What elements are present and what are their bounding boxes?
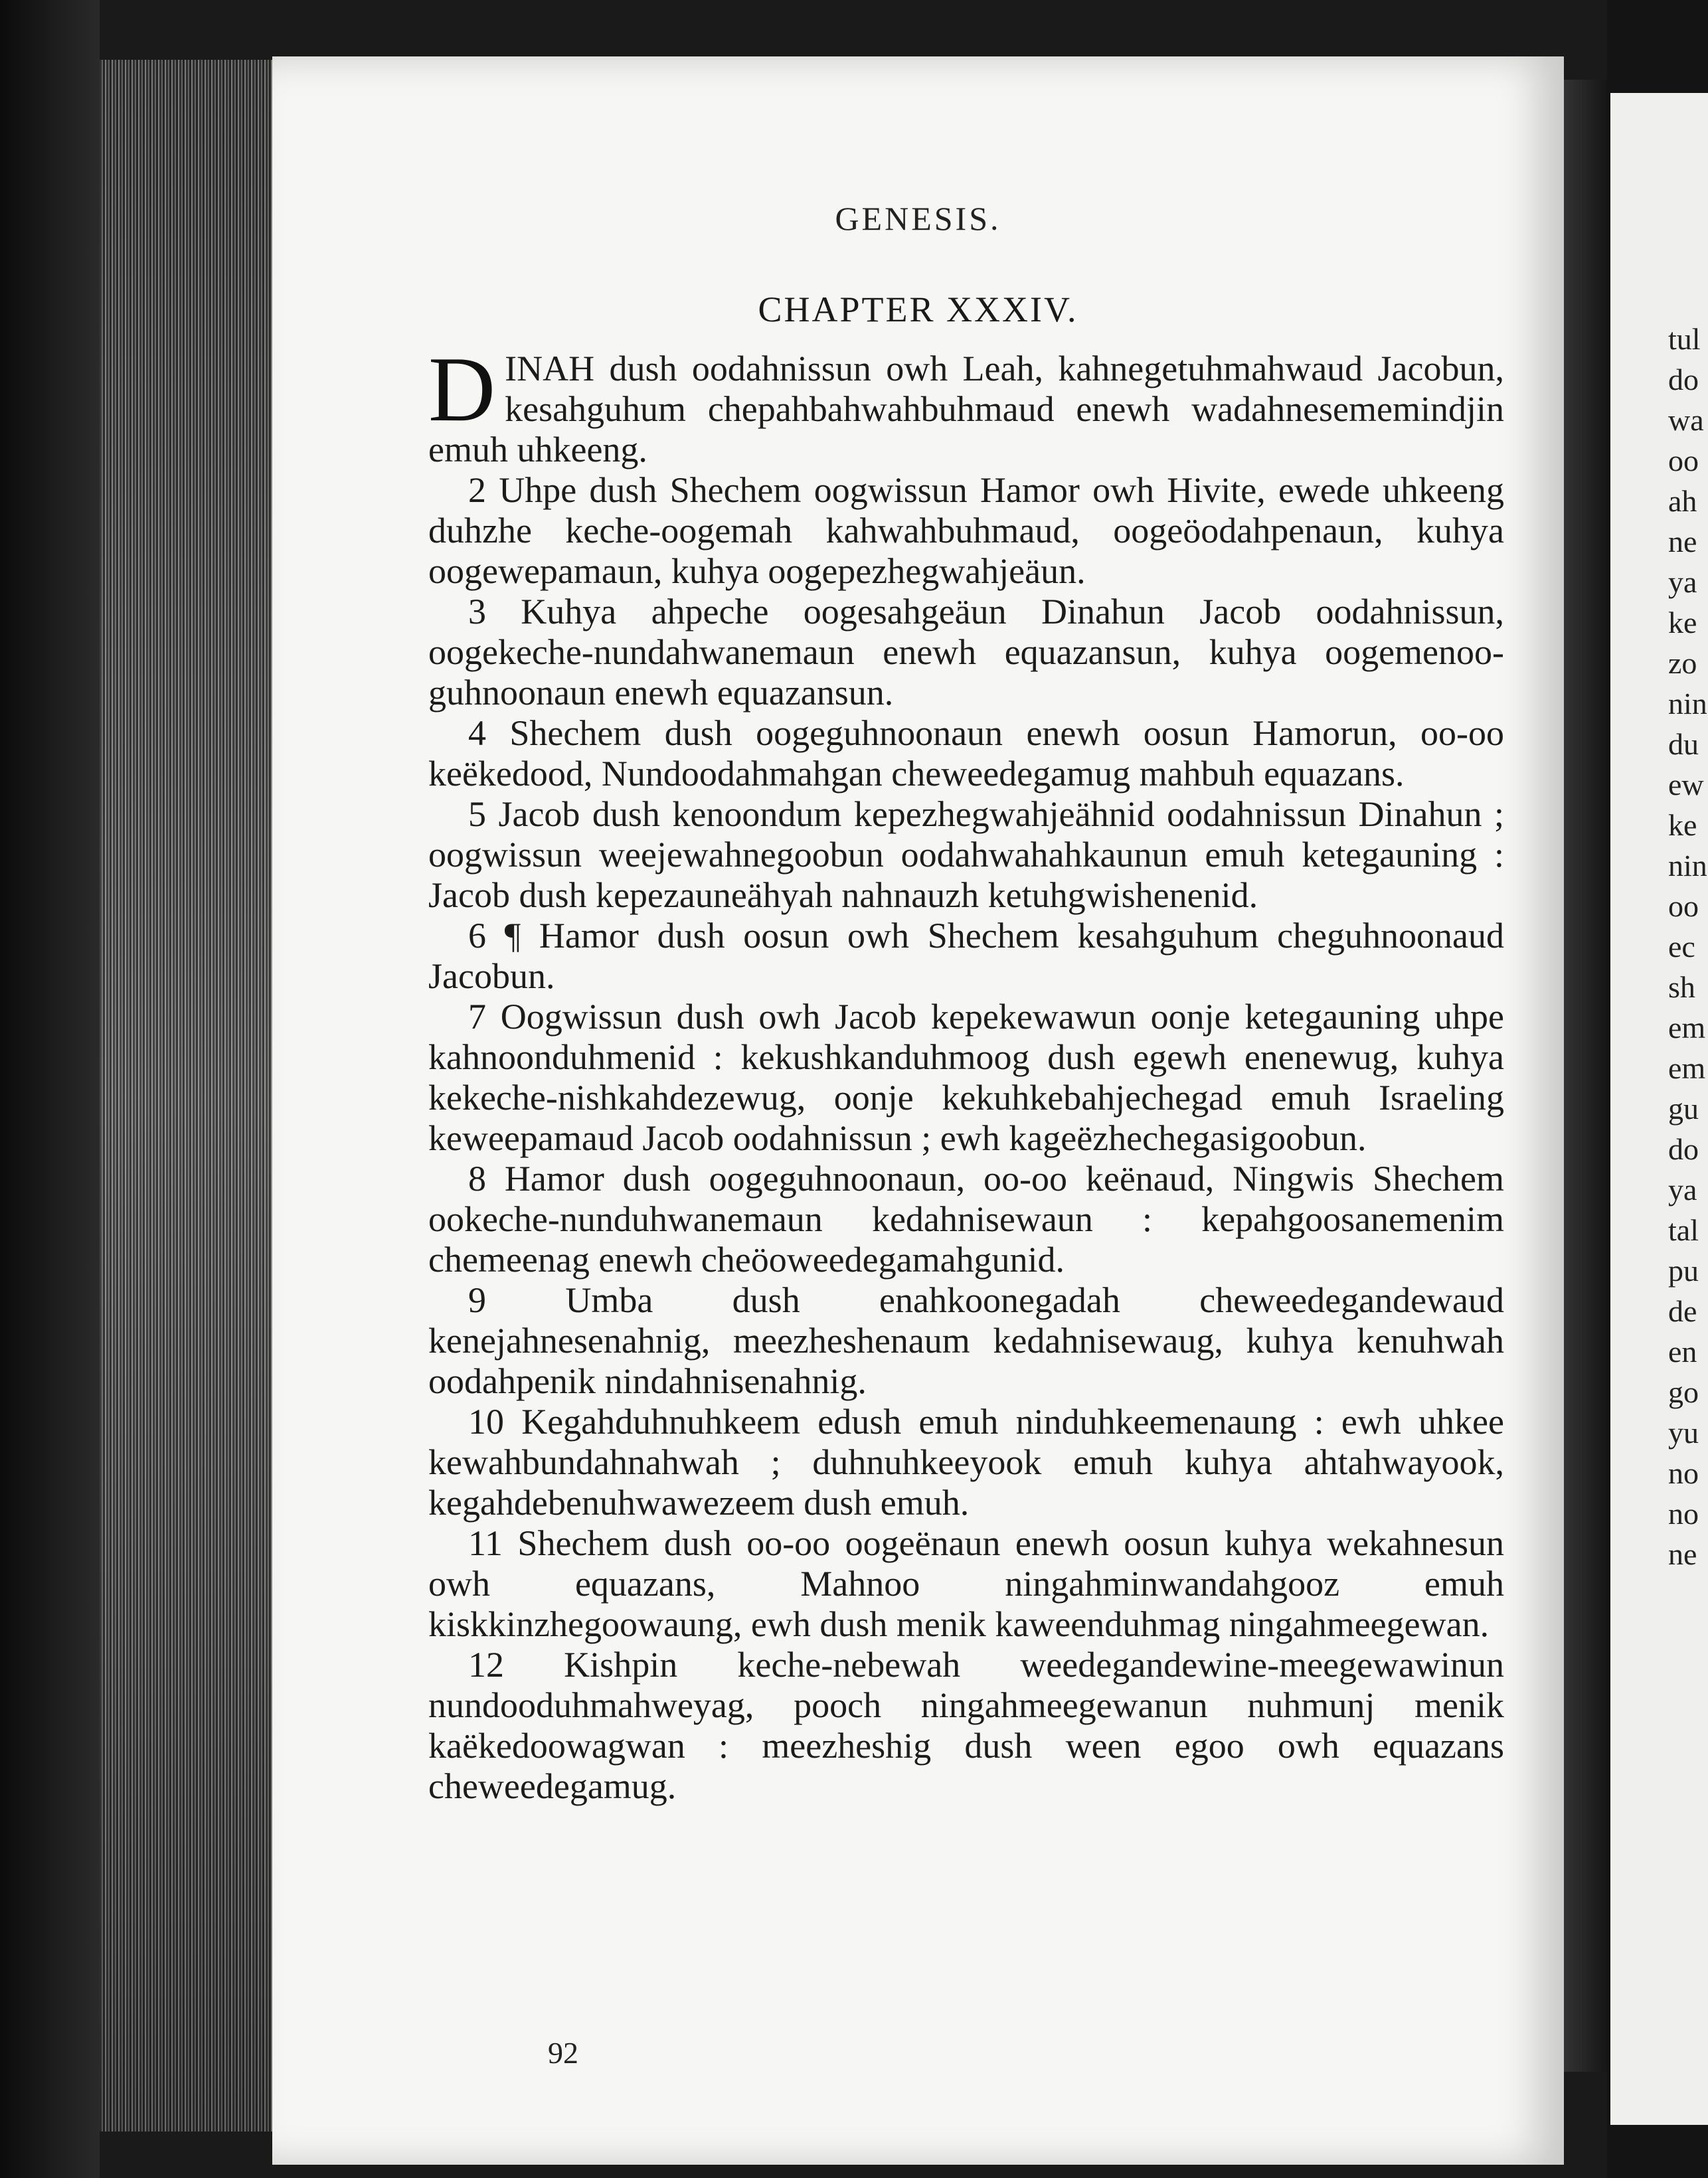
verse-6: 6 ¶ Hamor dush oosun owh Shechem kesahguhum cheguhnoonaud Jacobun. [428,916,1504,996]
facing-fragment: ke [1668,808,1697,842]
facing-fragment: do [1668,363,1699,396]
facing-fragment: sh [1668,970,1695,1004]
facing-fragment: oo [1668,889,1699,923]
verse-4: 4 Shechem dush oogeguhnoonaun enewh oosun Hamorun, oo-oo keëkedood, Nundoodahmahgan cheweedegamug mahbuh equazans. [428,713,1504,794]
facing-fragment: zo [1668,646,1697,680]
facing-fragment: em [1668,1011,1706,1045]
facing-fragment: ke [1668,606,1697,639]
drop-cap: D [428,338,496,441]
verse-12: 12 Kishpin keche-nebewah weedegandewine-meegewawinun nundooduhmahweyag, pooch ningahmeegewanun nuhmunj menik kaëkedoowagwan : meezheshig dush ween egoo owh equazans cheweedegamug. [428,1645,1504,1806]
facing-fragment: ah [1668,484,1697,518]
verse-1-text: INAH dush oodahnissun owh Leah, kahnegetuhmahwaud Jacobun, kesahguhum chepahbahwahbuhmaud enewh wadahnesememindjin emuh uhkeeng. [428,349,1504,469]
verse-8: 8 Hamor dush oogeguhnoonaun, oo-oo keënaud, Ningwis Shechem ookeche-nunduhwanemaun kedahnisewaun : kepahgoosanemenim chemeenag enewh cheöoweedegamahgunid. [428,1159,1504,1280]
facing-fragment: du [1668,727,1699,761]
verse-11: 11 Shechem dush oo-oo oogeënaun enewh oosun kuhya wekahnesun owh equazans, Mahnoo ningahminwandahgooz emuh kiskkinzhegoowaung, ewh dush menik kaweenduhmag ningahmeegewan. [428,1523,1504,1644]
chapter-title: CHAPTER XXXIV. [758,290,1078,329]
verse-5: 5 Jacob dush kenoondum kepezhegwahjeähnid oodahnissun Dinahun ; oogwissun weejewahnegoobun oodahwahahkaunun emuh ketegauning : Jacob dush kepezauneähyah nahnauzh ketuhgwishenenid. [428,794,1504,915]
page-number: 92 [548,2036,578,2070]
facing-fragment: ec [1668,930,1695,963]
scan-background-left [0,0,100,2178]
verse-3: 3 Kuhya ahpeche oogesahgeäun Dinahun Jacob oodahnissun, oogekeche-nundahwanemaun enewh equazansun, kuhya oogemenoo-guhnoonaun enewh equazansun. [428,592,1504,712]
facing-fragment: no [1668,1456,1699,1490]
facing-fragment: nin [1668,849,1707,882]
facing-fragment: wa [1668,403,1704,437]
verse-7: 7 Oogwissun dush owh Jacob kepekewawun oonje ketegauning uhpe kahnoonduhmenid : kekushkanduhmoog dush egewh enenewug, kuhya kekeche-nishkahdezewug, oonje kekuhkebahjechegad emuh Israeling keweepamaud Jacob oodahnissun ; ewh kageëzhechegasigoobun. [428,997,1504,1158]
facing-page-text [1668,319,1708,1574]
facing-fragment: go [1668,1375,1699,1409]
facing-fragment: ne [1668,525,1697,558]
facing-fragment: en [1668,1335,1697,1369]
facing-fragment: gu [1668,1092,1699,1126]
verse-10: 10 Kegahduhnuhkeem edush emuh ninduhkeemenaung : ewh uhkee kewahbundahnahwah ; duhnuhkeeyook emuh kuhya ahtahwayook, kegahdebenuhwawezeem dush emuh. [428,1402,1504,1523]
facing-fragment: ya [1668,1173,1697,1207]
verse-9: 9 Umba dush enahkoonegadah cheweedegandewaud kenejahnesenahnig, meezheshenaum kedahnisewaug, kuhya kenuhwah oodahpenik nindahnisenahnig. [428,1280,1504,1401]
verse-2: 2 Uhpe dush Shechem oogwissun Hamor owh Hivite, ewede uhkeeng duhzhe keche-oogemah kahwahbuhmaud, oogeöodahpenaun, kuhya oogewepamaun, kuhya oogepezhegwahjeäun. [428,470,1504,591]
facing-fragment: ya [1668,565,1697,599]
book-page-edges [100,60,276,2132]
facing-fragment: oo [1668,444,1699,477]
running-head: GENESIS. [835,200,1001,237]
facing-fragment: tal [1668,1213,1699,1247]
facing-fragment: de [1668,1294,1697,1328]
facing-fragment: ew [1668,768,1704,801]
facing-fragment: em [1668,1051,1706,1085]
facing-fragment: pu [1668,1254,1699,1288]
facing-fragment: yu [1668,1416,1699,1450]
facing-fragment: ne [1668,1537,1697,1571]
chapter-text [428,338,1504,1807]
facing-fragment: no [1668,1497,1699,1531]
facing-fragment: nin [1668,687,1707,720]
facing-fragment: do [1668,1132,1699,1166]
verse-1 [428,338,1504,470]
facing-fragment: tul [1668,322,1701,356]
book-page [272,56,1564,2165]
